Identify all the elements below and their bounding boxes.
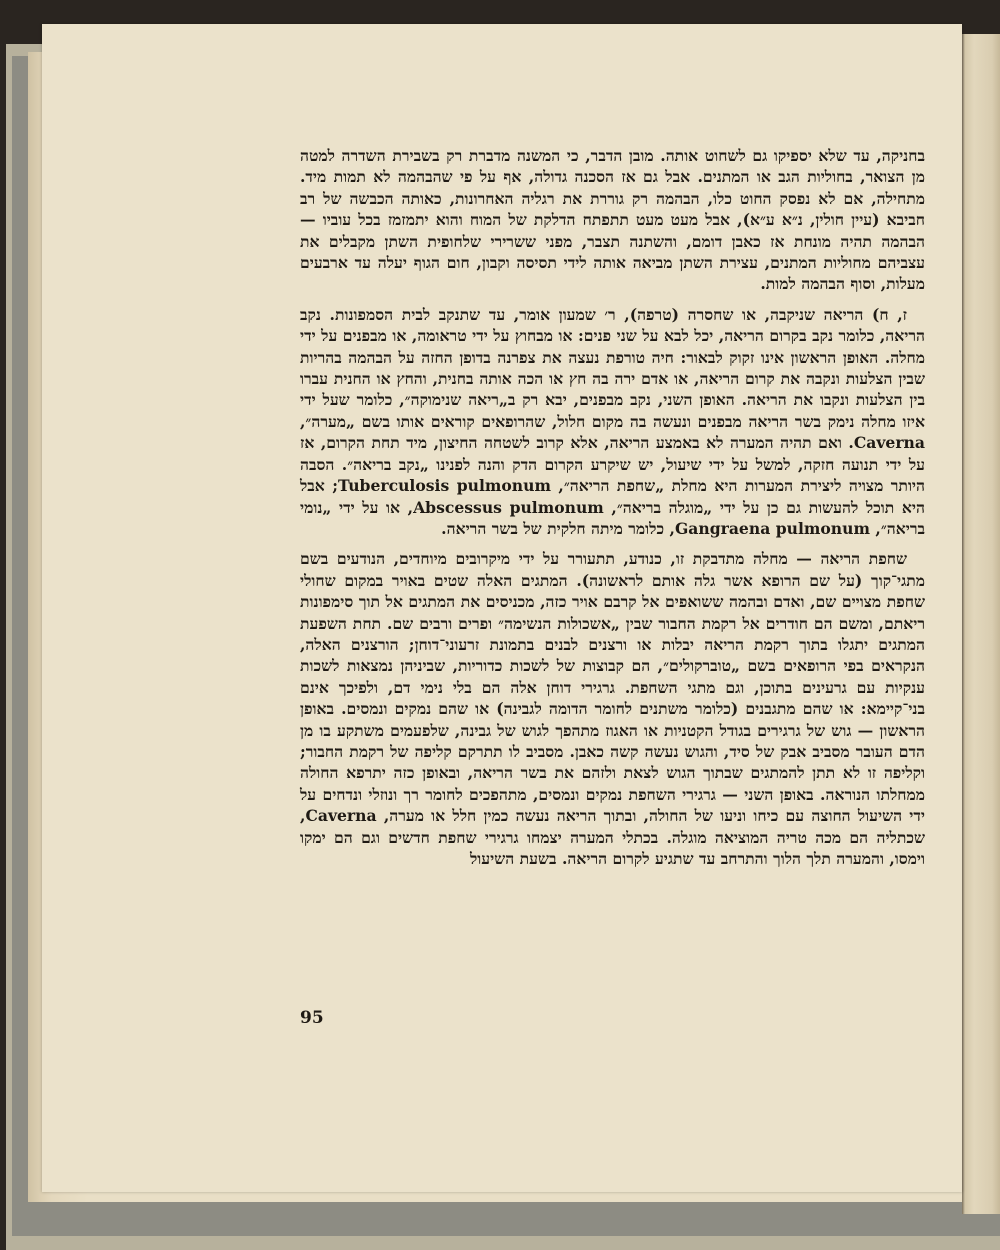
- paragraph-2: ז, ח) הריאה שניקבה, או שחסרה (טרפה), ר׳ שמעון אומר, עד שתנקב לבית הסמפונות. נקב הריאה, כלומר נקב בקרום הריאה, יכל לבא על שני פנים: או מבחוץ על ידי טראומה, או מבפנים על ידי מחלה. האופן הראשון אינו זקוק לבאור: חיה טורפת נעצה את צפרנה בדופן החזה על הבהמה בהריות שבין הצלעות ונקבה את קרום הריאה, או אדם ירה בה חץ או הכה אותה בחנית, והחץ או החנית עברו בין הצלעות ונקבו את הריאה. האופן השני, נקב מבפנים, יבא רק ב„ריאה שנימוקה״, כלומר שעל ידי איזו מחלה נימק בשר הריאה מבפנים ונעשה בה מקום חלול, שהרופאים קוראים אותו בשם „מערה״, Caverna. ואם תהיה המערה לא באמצע הריאה, אלא קרוב לשטחה החיצון, מיד תחת הקרום, אז על ידי תנועה חזקה, למשל על ידי שיעול, יש שיקרע הקרום הדק והנה לפנינו „נקב בריאה״. הסבה היותר מצויה ליצירת המערות היא מחלת „שחפת הריאה״, Tuberculosis pulmonum; אבל היא תוכל להעשות גם כן על ידי „מוגלה בריאה״, Abscessus pulmonum, או על ידי „נומי בריאה״, Gangraena pulmonum, כלומר מיתה חלקית של בשר הריאה.: [300, 304, 925, 538]
- page-number: 95: [300, 1008, 324, 1028]
- paragraph-3: שחפת הריאה — מחלה מתדבקת זו, כנודע, תתעורר על ידי מיקרובים מיוחדים, הנודעים בשם מתגי־קוך (על שם הרופא אשר גלה אותם לראשונה). המתגים האלה שטים באויר במקום שחולי שחפת מצויים שם, ואדם ובהמה ששואפים אל קרבם אויר כזה, מכניסים את המתגים אל תוך סימפונות ריאתם, ומשם הם חודרים אל רקמת החבור שבין „אשכולות הנשימה״ ופרים ורבים שם. תחת השפעת המתגים יתגלו בתוך רקמת הריאה יבלות או ורצנים לבנים בתמונת זרעוני־דוחן; הורצנים האלה, הנקראים בפי הרופאים בשם „טוברקולים״, הם קבוצות של לשכות כדוריות, שביניהן נמצאות לשכות ענקיות עם גרעינים בתוכן, וגם מתגי השחפת. גרגירי דוחן אלה הם בלי נימי דם, ולפיכך אינם בני־קיימא: או שהם מתגבנים (כלומר משתנים לחומר הדומה לגבינה) או שהם נמקים ונמסים. באופן הראשון — גוש של גרגירים בגודל הקטניות או האגוז מתהפך לגוש של גבינה, שלפעמים משתקע בו מן הדם העובר מסביב אבק של סיד, והגוש נעשה קשה כאבן. מסביב לו תתרקם קליפה של רקמת החבור; וקליפה זו לא תתן להמתגים שבתוך הגוש לצאת ולזהם את בשר הריאה, ובאופן כזה יתרפא החולה ממחלתו הנוראה. באופן השני — גרגירי השחפת נמקים ונמסים, מתהפכים לחומר רך ונוזלי ונדחים על ידי השיעול החוצה עם כיחו וניעו של החולה, ובתוך הריאה נעשה כמין חלל או מערה, Caverna, שכתליה הם מכה טריה המוציאה מוגלה. בכתלי המערה יצמחו גרגירי שחפת חדשים וגם הם ימקו וימסו, והמערה תלך הלוך והתרחב עד שתגיע לקרום הריאה. בשעת השיעול: [300, 549, 925, 868]
- facing-page-edge: [962, 34, 1000, 1214]
- page-body: [300, 145, 925, 878]
- paragraph-1: בחניקה, עד שלא יספיקו גם לשחוט אותה. מובן הדבר, כי המשנה מדברת רק בשבירת השדרה למטה מן הצואר, בחוליות הגב או המתנים. אבל גם אז הסכנה גדולה, אף על פי שהבהמה לא תמות מיד. מתחילה, אם לא נפסק החוט כלו, הבהמה רק גוררת את רגליה האחרונות, כאותה הכבשה של רב חביבא (עיין חולין, נ״א ע״א), אבל מעט מעט תתפתח הדלקת של המוח והוא יתמזמז בכל עוביו — הבהמה תהיה מונחת אז כאבן דומם, והשתנה תצבר, מפני ששרירי שלחופית השתן מקבלים את עצביהם מחוליות המתנים, עצירת השתן מביאה אותה לידי תסיסה וקבון, חום הגוף יעלה עד ארבעים מעלות, וסוף הבהמה למות.: [300, 146, 925, 294]
